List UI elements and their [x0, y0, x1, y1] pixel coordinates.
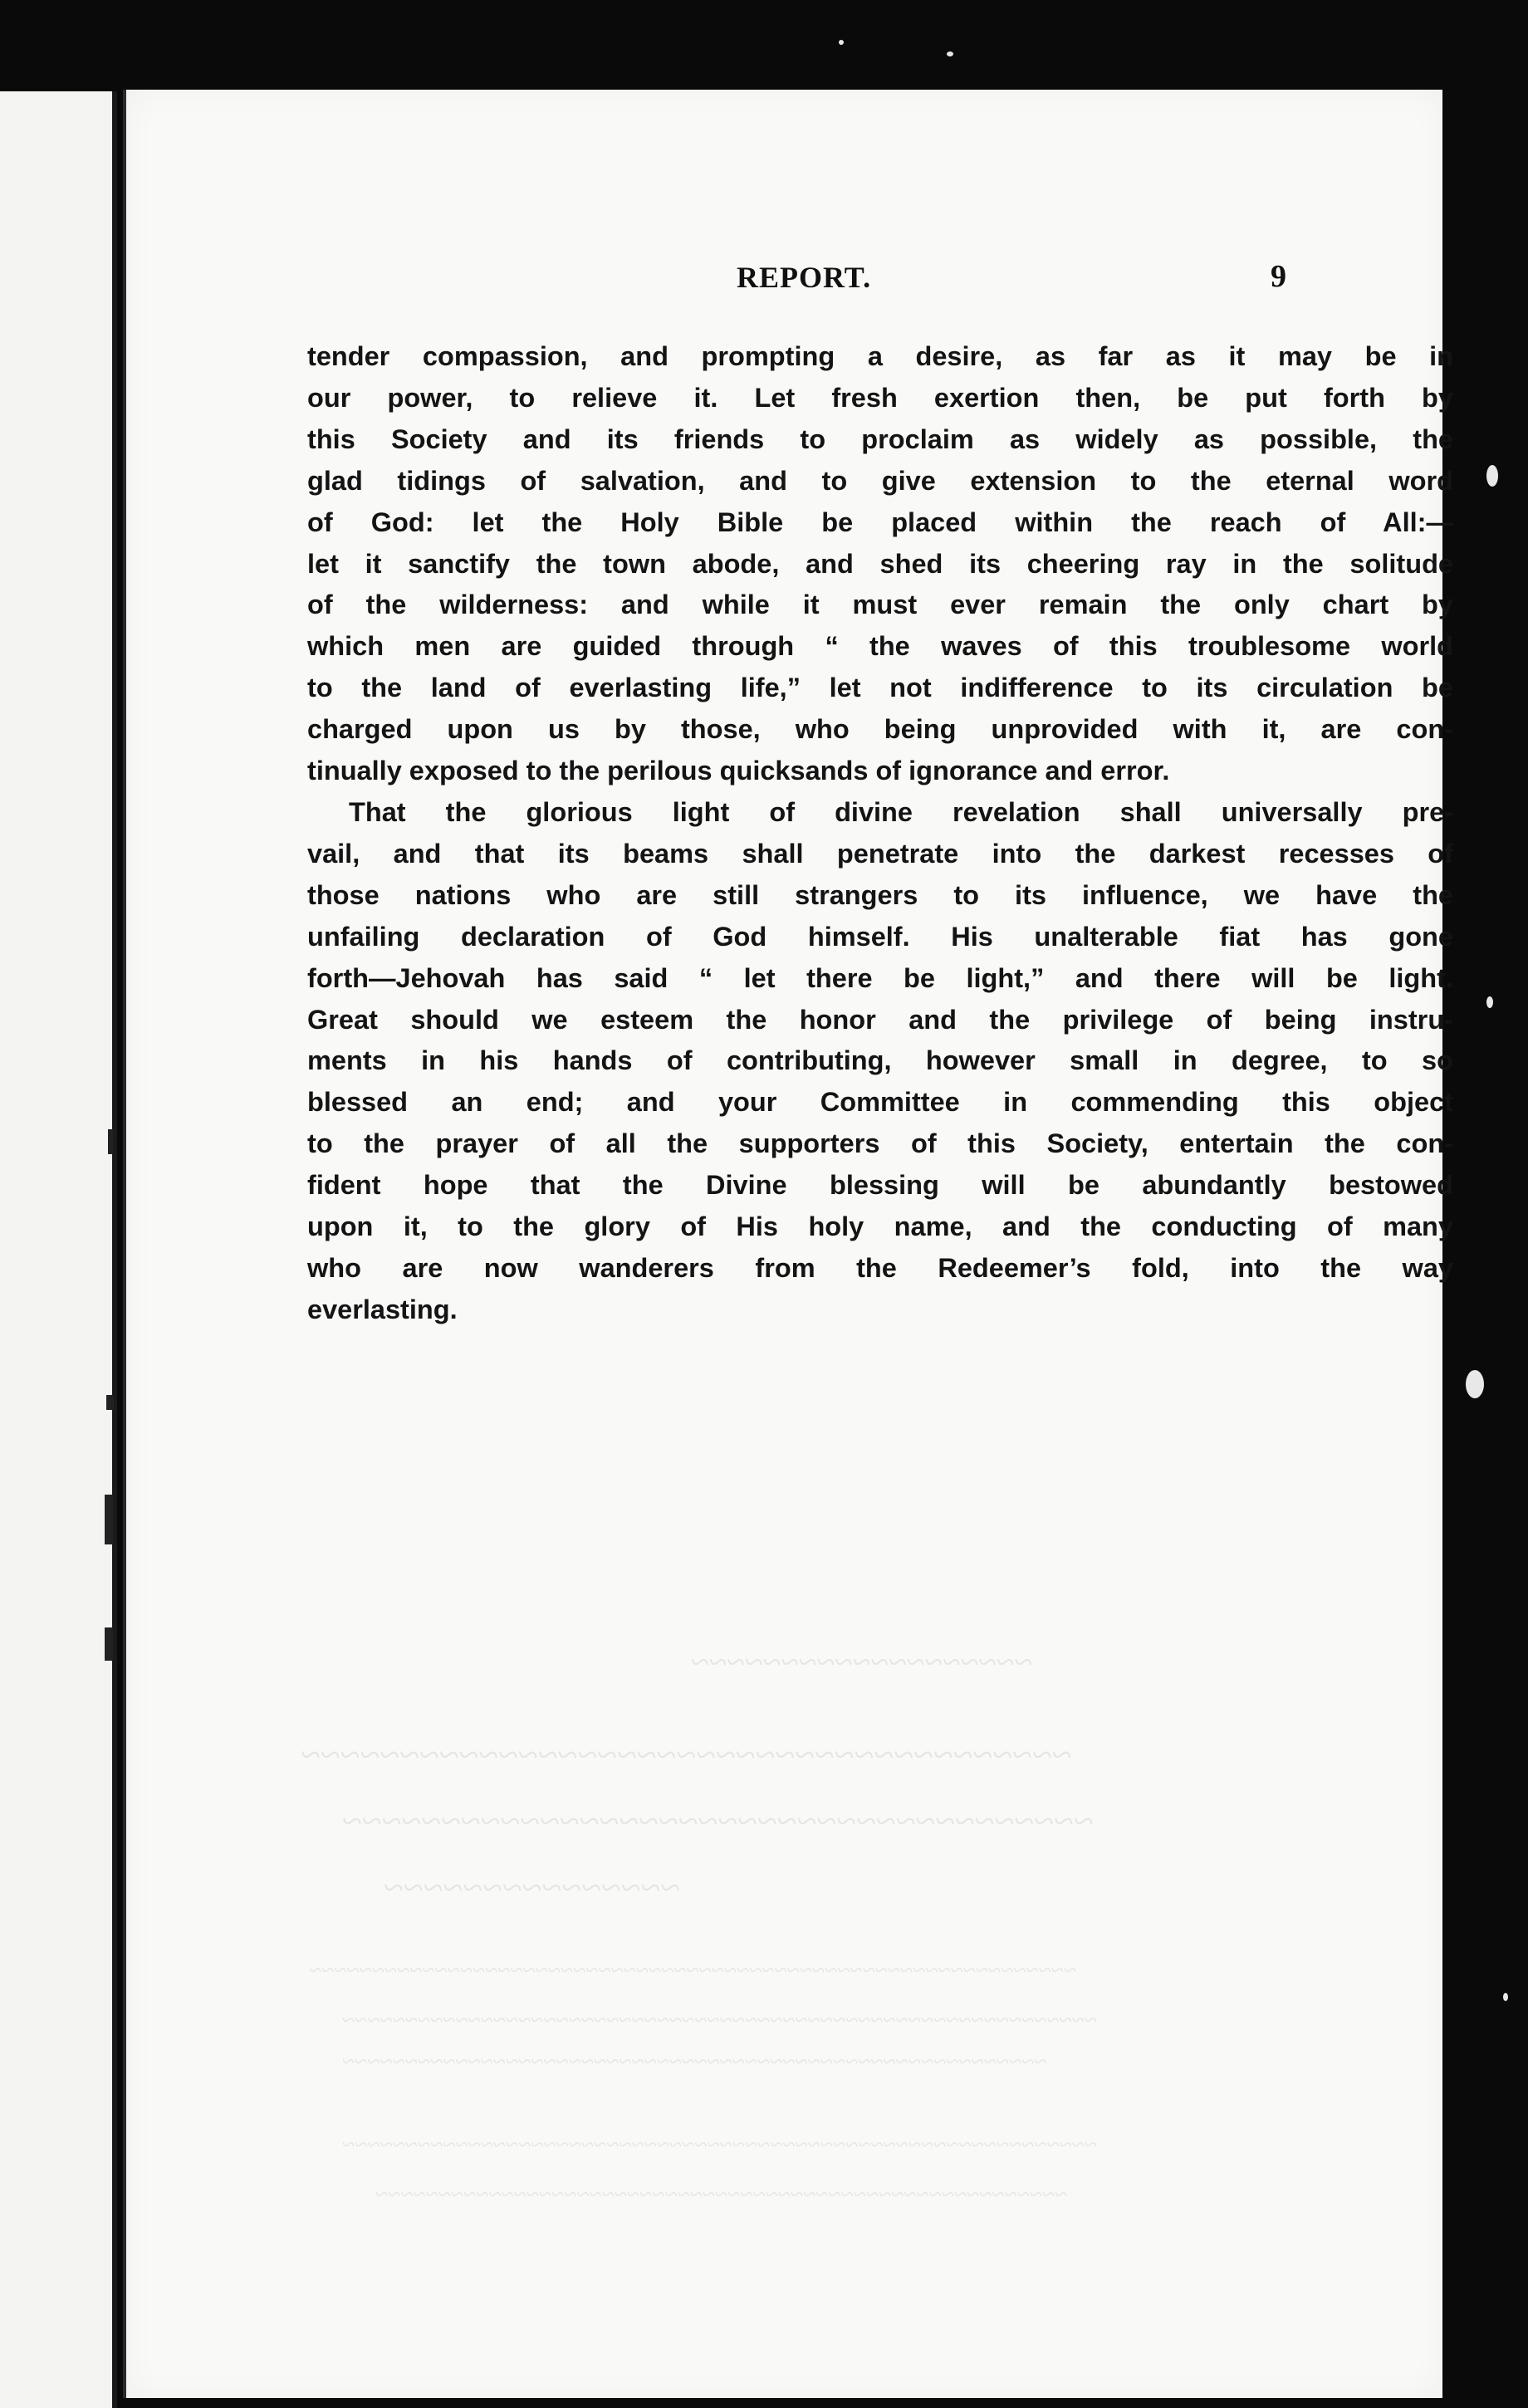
- binding-mark: [105, 1627, 113, 1661]
- text-line: glad tidings of salvation, and to give extension to the eternal word: [307, 465, 1453, 496]
- text-line: charged upon us by those, who being unprovided with it, are con-: [307, 714, 1453, 745]
- scan-speck: [1503, 1993, 1508, 2001]
- text-line: those nations who are still strangers to its influence, we have the: [307, 879, 1453, 910]
- text-line: Great should we esteem the honor and the privilege of being instru-: [307, 1004, 1453, 1035]
- scan-speck: [947, 51, 953, 56]
- bleed-through: ~~~~~~~~~~~~~~~~~~~~~~~~~~~~~~~~~~~~~~: [342, 1801, 1094, 1842]
- text-line: of the wilderness: and while it must ever remain the only chart by: [307, 590, 1453, 620]
- text-line: to the land of everlasting life,” let not indifference to its circulation be: [307, 673, 1453, 703]
- bleed-through: ~~~~~~~~~~~~~~~~~~~~~~~~~~~~~~~~~~~~~~~~~~~~~~~~~~~~~~~~: [342, 2049, 1047, 2075]
- running-title: REPORT.: [737, 261, 872, 294]
- text-line: which men are guided through “ the waves of this troublesome world: [307, 631, 1453, 662]
- text-line: this Society and its friends to proclaim as widely as possible, the: [307, 423, 1453, 454]
- bleed-through: ~~~~~~~~~~~~~~~~~~~~~~~~~~~~~~~~~~~~~~~~~~~~~~~~~~~~~~~~~~~~: [342, 2008, 1097, 2034]
- bleed-through: ~~~~~~~~~~~~~~~~~~~~~~~~~~~~~~~~~~~~~~~~~~~~~~~~~~~~~~~~~~~~: [342, 2132, 1097, 2158]
- text-line: ments in his hands of contributing, however small in degree, to so: [307, 1045, 1453, 1076]
- scan-speck: [1486, 465, 1498, 487]
- text-line: who are now wanderers from the Redeemer’s fold, into the way: [307, 1252, 1453, 1283]
- text-line: everlasting.: [307, 1294, 458, 1324]
- scan-speck: [1466, 1370, 1484, 1398]
- scan-speck: [839, 40, 844, 45]
- bleed-through: ~~~~~~~~~~~~~~~~~~~~~~~~~~~~~~~~~~~~~~~~~~~~~~~~~~~~~~~~~~~~~: [309, 1958, 1077, 1984]
- bleed-through: ~~~~~~~~~~~~~~~~~~~~~~~~~~~~~~~~~~~~~~~: [301, 1735, 1072, 1775]
- text-line: tender compassion, and prompting a desire, as far as it may be in: [307, 341, 1453, 371]
- text-line: forth—Jehovah has said “ let there be light,” and there will be light.: [307, 962, 1453, 993]
- body-text: [307, 336, 1453, 1331]
- bleed-through: ~~~~~~~~~~~~~~~~~~~~~~~~~~~~~~~~~~~~~~~~~~~~~~~~~~~~~~~: [375, 2182, 1068, 2208]
- binding-mark: [105, 1495, 113, 1544]
- book-page: [123, 90, 1453, 2398]
- text-line: fident hope that the Divine blessing will be abundantly bestowed: [307, 1170, 1453, 1201]
- text-line: our power, to relieve it. Let fresh exertion then, be put forth by: [307, 382, 1453, 413]
- text-line: let it sanctify the town abode, and shed its cheering ray in the solitude: [307, 548, 1453, 579]
- text-line: upon it, to the glory of His holy name, and the conducting of many: [307, 1211, 1453, 1242]
- text-line: blessed an end; and your Committee in commending this object: [307, 1087, 1453, 1118]
- paragraph: [307, 792, 1453, 1331]
- paragraph: [307, 336, 1453, 792]
- binding-mark: [106, 1395, 114, 1410]
- text-line: vail, and that its beams shall penetrate into the darkest recesses of: [307, 838, 1453, 869]
- bleed-through: ~~~~~~~~~~~~~~~~~~~: [691, 1643, 1033, 1681]
- binding-mark: [108, 1129, 113, 1154]
- text-line: unfailing declaration of God himself. His unalterable fiat has gone: [307, 921, 1453, 952]
- text-line: of God: let the Holy Bible be placed within the reach of All:—: [307, 507, 1453, 537]
- running-head: [126, 260, 1442, 301]
- page-number: 9: [1271, 259, 1286, 294]
- previous-page-edge: [0, 91, 117, 2408]
- text-line: That the glorious light of divine revelation shall universally pre-: [349, 796, 1453, 827]
- text-line: to the prayer of all the supporters of this Society, entertain the con-: [307, 1128, 1453, 1159]
- text-line: tinually exposed to the perilous quicksands of ignorance and error.: [307, 756, 1170, 786]
- bleed-through: ~~~~~~~~~~~~~~~: [384, 1867, 681, 1908]
- scan-speck: [1486, 996, 1493, 1008]
